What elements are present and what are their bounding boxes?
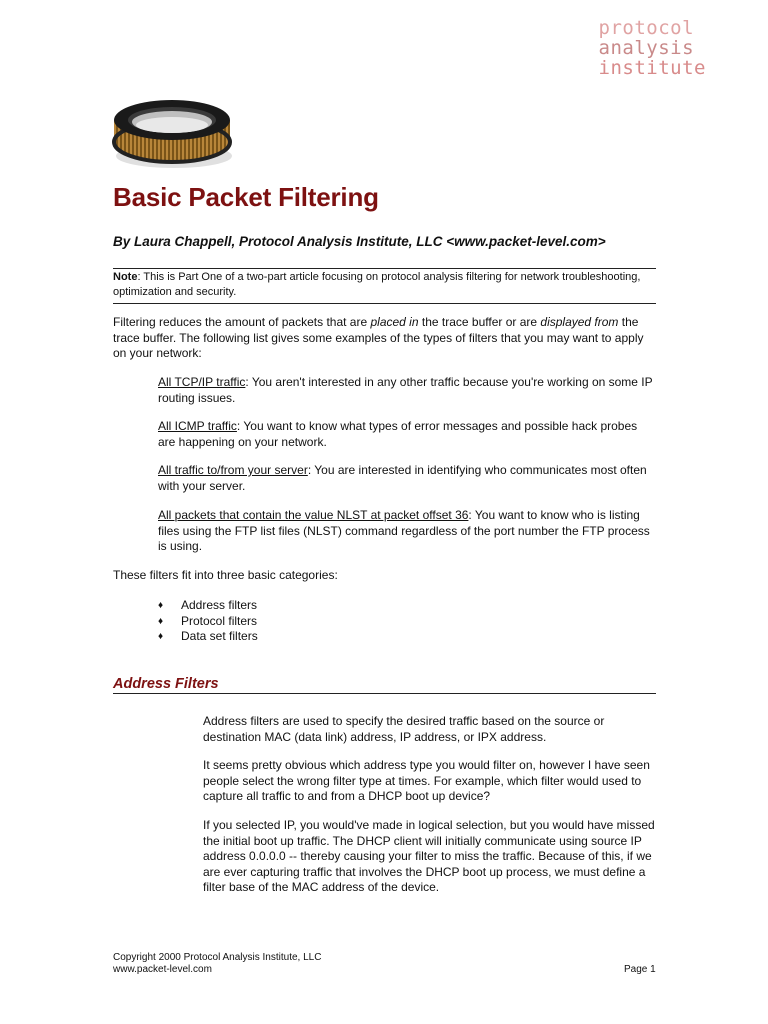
filter-example-desc: : You want to know who is listing files using the FTP list files (NLST) command regardless of the port number the FTP process is using.	[158, 508, 650, 553]
air-filter-icon	[108, 92, 236, 172]
logo-line-2: analysis	[598, 37, 695, 59]
intro-emphasis-2: displayed from	[540, 315, 619, 329]
section-paragraph: It seems pretty obvious which address type you would filter on, however I have seen people select the wrong filter type at times. For example, which filter would used to capture all traffic to and from a DHCP boot up device?	[203, 758, 650, 803]
intro-text-3: the trace buffer. The following list gives some examples of the types of filters that you may want to apply on your network:	[113, 315, 644, 360]
list-item-label: Protocol filters	[181, 613, 258, 628]
section-paragraph: Address filters are used to specify the desired traffic based on the source or destination MAC (data link) address, IP address, or IPX address.	[203, 714, 605, 744]
footer-copyright: Copyright 2000 Protocol Analysis Institute, LLC	[113, 952, 322, 963]
filter-example-desc: : You are interested in identifying who communicates most often with your server.	[158, 463, 647, 493]
filter-example	[158, 508, 653, 555]
diamond-bullet-icon: ♦	[158, 615, 164, 627]
note-label: Note	[113, 271, 138, 283]
section-heading: Address Filters	[113, 676, 656, 694]
filter-example-name: All traffic to/from your server	[158, 463, 308, 477]
byline: By Laura Chappell, Protocol Analysis Institute, LLC <www.packet-level.com>	[113, 234, 606, 249]
filter-example-name: All TCP/IP traffic	[158, 375, 246, 389]
list-item	[158, 614, 258, 630]
footer-url: www.packet-level.com	[113, 964, 212, 975]
diamond-bullet-icon: ♦	[158, 600, 164, 611]
note-text: : This is Part One of a two-part article focusing on protocol analysis filtering for network troubleshooting, optimization and security.	[113, 271, 641, 298]
filter-example-name: All packets that contain the value NLST at packet offset 36	[158, 508, 469, 522]
filter-example	[158, 375, 653, 406]
footer	[113, 952, 321, 976]
filter-example-desc: : You aren't interested in any other traffic because you're working on some IP routing issues.	[158, 375, 653, 405]
filter-example-name: All ICMP traffic	[158, 419, 237, 433]
intro-text-1: Filtering reduces the amount of packets that are	[113, 315, 371, 329]
intro-text-2: the trace buffer or are	[418, 315, 541, 329]
logo	[599, 18, 706, 78]
logo-line-3: institute	[598, 57, 706, 79]
list-item-label: Data set filters	[181, 629, 258, 643]
categories-list	[158, 598, 258, 645]
filter-example-desc: : You want to know what types of error messages and possible hack probes are happening on your network.	[158, 419, 638, 449]
intro-paragraph	[113, 315, 653, 362]
note-box	[113, 268, 656, 304]
intro-emphasis-1: placed in	[370, 315, 419, 329]
page-number: Page 1	[624, 964, 656, 975]
list-item	[158, 629, 258, 645]
filter-example	[158, 419, 653, 450]
list-item	[158, 598, 258, 614]
categories-intro: These filters fit into three basic categories:	[113, 568, 338, 582]
filter-example	[158, 463, 653, 494]
section-paragraph: If you selected IP, you would've made in logical selection, but you would have missed the initial boot up traffic. The DHCP client will initially communicate using source IP address 0.0.0.0 -- thereby causing your filter to miss the traffic. Because of this, if we are ever capturing traffic that involves the DHCP boot up process, we must define a filter base of the MAC address of the device.	[203, 818, 655, 894]
page-title: Basic Packet Filtering	[113, 182, 379, 212]
list-item-label: Address filters	[181, 598, 258, 612]
logo-line-1: protocol	[598, 17, 695, 39]
diamond-bullet-icon: ♦	[158, 631, 164, 642]
